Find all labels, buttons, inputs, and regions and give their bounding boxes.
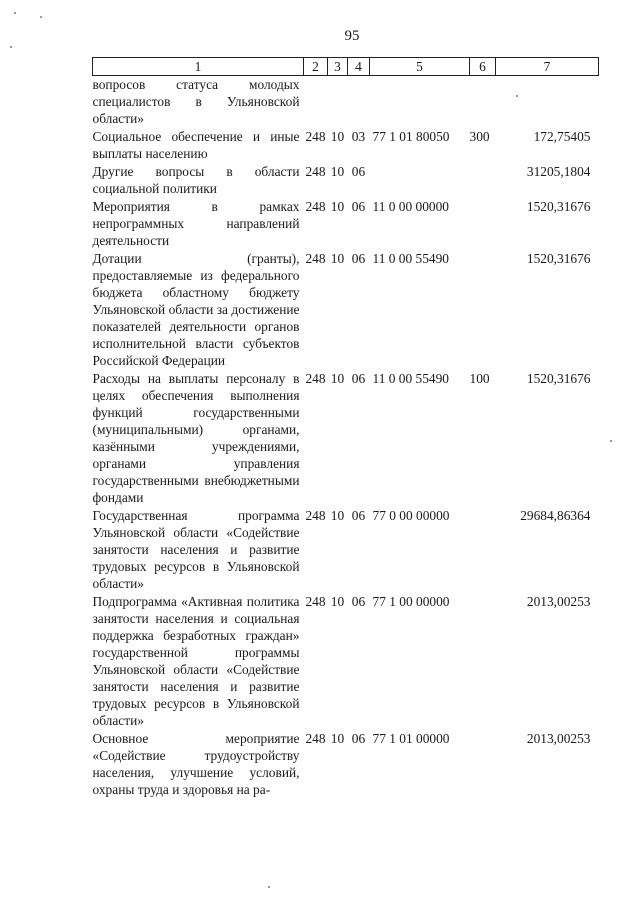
- row-expense-type: [470, 593, 496, 730]
- row-target-article: 77 0 00 00000: [372, 508, 450, 523]
- scan-speck: [610, 440, 612, 442]
- row-name: Расходы на выплаты персоналу в целях обеспечения выполнения функций государственными (муниципальными) органами, казёнными учреждениями, органами управления государственными внебюджетными фондами: [92, 371, 300, 505]
- row-expense-type: 100: [469, 371, 490, 386]
- table-row: [93, 163, 599, 198]
- row-subsection-code: 06: [351, 251, 366, 266]
- header-col-7: 7: [496, 58, 599, 76]
- row-amount: 2013,00253: [526, 594, 591, 609]
- row-target-article: 77 1 00 00000: [372, 594, 450, 609]
- row-amount: 1520,31676: [526, 251, 591, 266]
- row-amount: 31205,1804: [526, 164, 591, 179]
- table-row: [93, 507, 599, 593]
- row-section-code: 10: [330, 508, 345, 523]
- header-col-2: 2: [304, 58, 328, 76]
- row-expense-type: [470, 250, 496, 370]
- row-section-code: 10: [330, 371, 345, 386]
- row-ministry-code: 248: [305, 251, 326, 266]
- table-row: [93, 76, 599, 129]
- table-row: [93, 128, 599, 163]
- row-subsection-code: 06: [351, 199, 366, 214]
- row-ministry-code: 248: [305, 594, 326, 609]
- row-name: вопросов статуса молодых специалистов в Ульяновской области»: [92, 77, 300, 126]
- row-subsection-code: [348, 76, 370, 129]
- table-row: [93, 250, 599, 370]
- row-expense-type: [470, 507, 496, 593]
- scan-speck: [516, 95, 518, 97]
- table-header-row: [93, 58, 599, 76]
- header-col-3: 3: [328, 58, 348, 76]
- row-expense-type: [470, 163, 496, 198]
- budget-table: [92, 57, 598, 799]
- header-col-6: 6: [470, 58, 496, 76]
- row-subsection-code: 06: [351, 731, 366, 746]
- row-target-article: 11 0 00 55490: [372, 251, 449, 266]
- row-section-code: 10: [330, 251, 345, 266]
- row-ministry-code: [304, 76, 328, 129]
- row-amount: 2013,00253: [526, 731, 591, 746]
- row-target-article: 11 0 00 00000: [372, 199, 449, 214]
- header-col-4: 4: [348, 58, 370, 76]
- row-section-code: 10: [330, 731, 345, 746]
- row-subsection-code: 03: [351, 129, 366, 144]
- header-col-5: 5: [370, 58, 470, 76]
- row-expense-type: [470, 730, 496, 799]
- row-amount: 1520,31676: [526, 371, 591, 386]
- row-name: Социальное обеспечение и иные выплаты населению: [92, 129, 300, 161]
- scan-speck: [40, 16, 42, 18]
- row-ministry-code: 248: [305, 508, 326, 523]
- table-row: [93, 593, 599, 730]
- row-name: Государственная программа Ульяновской области «Содействие занятости населения и развитие трудовых ресурсов в Ульяновской области»: [92, 508, 300, 591]
- row-ministry-code: 248: [305, 371, 326, 386]
- row-ministry-code: 248: [305, 164, 326, 179]
- row-target-article: 77 1 01 80050: [372, 129, 450, 144]
- row-target-article: 77 1 01 00000: [372, 731, 450, 746]
- header-col-1: 1: [93, 58, 304, 76]
- row-ministry-code: 248: [305, 199, 326, 214]
- row-target-article: [370, 76, 470, 129]
- row-name: Другие вопросы в области социальной политики: [92, 164, 300, 196]
- scan-speck: [14, 12, 16, 14]
- row-section-code: 10: [330, 594, 345, 609]
- table-row: [93, 198, 599, 250]
- scan-speck: [268, 886, 270, 888]
- row-subsection-code: 06: [351, 371, 366, 386]
- table-row: [93, 730, 599, 799]
- table-row: [93, 370, 599, 507]
- row-amount: [496, 76, 599, 129]
- row-ministry-code: 248: [305, 731, 326, 746]
- row-section-code: 10: [330, 164, 345, 179]
- row-name: Основное мероприятие «Содействие трудоустройству населения, улучшение условий, охраны труда и здоровья на ра-: [92, 731, 300, 797]
- row-section-code: [328, 76, 348, 129]
- row-section-code: 10: [330, 129, 345, 144]
- row-name: Мероприятия в рамках непрограммных направлений деятельности: [92, 199, 300, 248]
- row-subsection-code: 06: [351, 164, 366, 179]
- row-name: Подпрограмма «Активная политика занятости населения и социальная поддержка безработных граждан» государственной программы Ульяновской области «Содействие занятости населения и развитие трудовых ресурсов в Ульяновской области»: [92, 594, 300, 728]
- row-amount: 172,75405: [533, 129, 591, 144]
- row-ministry-code: 248: [305, 129, 326, 144]
- row-subsection-code: 06: [351, 594, 366, 609]
- row-subsection-code: 06: [351, 508, 366, 523]
- row-expense-type: [470, 76, 496, 129]
- row-target-article: 11 0 00 55490: [372, 371, 449, 386]
- row-name: Дотации (гранты), предоставляемые из федерального бюджета областному бюджету Ульяновской области за достижение показателей деятельности органов исполнительной власти субъектов Российской Федерации: [92, 251, 300, 368]
- page-number: 95: [344, 28, 360, 44]
- row-section-code: 10: [330, 199, 345, 214]
- row-expense-type: 300: [469, 129, 490, 144]
- row-amount: 29684,86364: [520, 508, 591, 523]
- scan-speck: [10, 46, 12, 48]
- row-target-article: [370, 163, 470, 198]
- row-amount: 1520,31676: [526, 199, 591, 214]
- row-expense-type: [470, 198, 496, 250]
